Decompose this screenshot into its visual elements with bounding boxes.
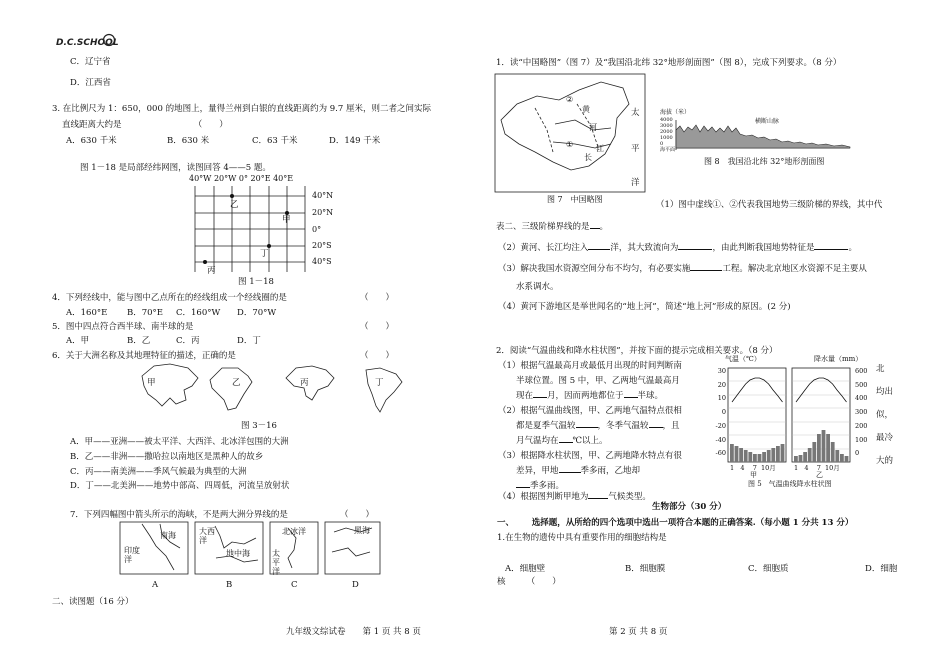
biology-title: 生物部分（30 分） — [652, 502, 727, 512]
fig8-caption: 图 8 我国沿北纬 32°地形剖面图 — [704, 157, 825, 166]
right-footer: 第 2 页 共 8 页 — [609, 627, 668, 637]
strait-label-nanhai: 南海 — [160, 531, 176, 540]
q6-opt-a: A．甲——亚洲——被太平洋、大西洋、北冰洋包围的大洲 — [70, 437, 289, 447]
continent-label-yi: 乙 — [232, 378, 241, 388]
grid-label-20n: 20°N — [312, 208, 334, 217]
grid-label-40s: 40°S — [312, 257, 332, 266]
climate-rain-label: 降水量（mm） — [814, 355, 863, 363]
q4-opt-b: B．70°E — [127, 308, 164, 318]
climate-x-labels-jia: 1 4 7 10月 — [730, 464, 776, 472]
logo-text: D.C.SCHOOL — [56, 38, 119, 48]
q1-2: （2）黄河、长江均注入 洋，其大致流向为 ，由此判断我国地势特征是 。 — [498, 243, 857, 253]
continent-label-jia: 甲 — [147, 378, 156, 388]
terrain-profile — [676, 120, 852, 152]
china-label-jiang: 江 — [596, 144, 604, 153]
profile-ylabel: 海拔（米） — [660, 109, 691, 116]
climate-temp-ticks — [712, 365, 726, 461]
q3-opt-a: A．630 千米 — [66, 136, 117, 146]
q2-1-line2: 半球位置。图 5 中，甲、乙两地气温最高月 — [516, 376, 680, 386]
biology-q1-opt-c: C．细胞质 — [748, 564, 789, 574]
strait-maps — [120, 522, 380, 578]
climate-x-labels-yi: 1 4 7 10月 — [794, 464, 840, 472]
china-label-2: ② — [566, 95, 574, 104]
rain-tick: 200 — [855, 421, 868, 430]
continent-samerica-outline — [366, 368, 402, 412]
option-c: C．辽宁省 — [70, 57, 111, 67]
rain-tick: 100 — [855, 435, 868, 444]
strait-letter-b: B — [226, 580, 233, 590]
profile-tick: 0 — [660, 141, 664, 147]
q3-opt-b: B．630 米 — [167, 136, 210, 146]
profile-tick: 海平面 — [660, 147, 676, 153]
continent-africa-outline — [210, 368, 252, 410]
q7-text: 7．下列四幅图中箭头所示的海峡，不是两大洲分界线的是 — [70, 510, 288, 520]
q3-text: 3. 在比例尺为 1：650，000 的地图上，量得兰州到白银的直线距离约为 9.7 厘米，则二者之间实际 — [52, 104, 431, 114]
q6-opt-b: B．乙——非洲——撒哈拉以南地区是黑种人的故乡 — [70, 452, 264, 462]
china-label-ping: 平 — [631, 144, 640, 154]
biology-q1-opt-a: A．细胞壁 — [505, 564, 546, 574]
side-text-line: 似， — [876, 410, 894, 420]
q2-3-line2: 差异，甲地 季多雨，乙地却 — [516, 466, 641, 476]
side-text-line: 最冷 — [876, 433, 894, 443]
q1-3-line2: 水系调水。 — [516, 282, 559, 292]
temp-tick: -40 — [715, 435, 726, 444]
strait-label-atlantic: 大西洋 — [199, 527, 215, 545]
strait-label-blacksea: 黑海 — [354, 526, 370, 535]
q5-text: 5．图中四点符合西半球、南半球的是 — [52, 322, 194, 332]
rain-tick: 400 — [855, 394, 868, 403]
q1-1-line2: 表二、三级阶梯界线的是 。 — [496, 222, 609, 232]
profile-ticks — [660, 117, 675, 153]
temp-tick: 10 — [717, 394, 726, 403]
q2-1-line3: 现在 月，因而两地都位于 半球。 — [516, 391, 664, 401]
grid-label-0: 0° — [312, 225, 322, 234]
grid-point-jia: 甲 — [282, 215, 291, 225]
q2-2-line3: 月气温均在 ℃以上。 — [516, 436, 608, 446]
school-logo — [56, 34, 130, 48]
q4-paren: （ ） — [360, 293, 395, 303]
profile-tick: 4000 — [660, 117, 673, 123]
q4-opt-a: A．160°E — [66, 308, 108, 318]
climate-temp-label: 气温（℃） — [725, 355, 761, 363]
q5-opt-a: A．甲 — [66, 336, 90, 346]
strait-label-indian: 印度洋 — [124, 546, 140, 564]
strait-letter-c: C — [291, 580, 298, 590]
q2-2-line2: 都是夏季气温较 ，冬季气温较 ，且 — [516, 421, 680, 431]
grid-point-bing: 丙 — [207, 266, 216, 276]
q3-opt-c: C．63 千米 — [252, 136, 298, 146]
china-label-tai: 太 — [631, 108, 640, 118]
rain-tick: 0 — [855, 449, 860, 458]
q2-title: 2．阅读“气温曲线和降水柱状图”，并按下面的提示完成相关要求。（8 分） — [496, 346, 778, 356]
q2-1-line1: （1）根据气温最高月或最低月出现的时间判断南 — [498, 361, 682, 371]
side-text — [876, 358, 893, 473]
q3-opt-d: D．149 千米 — [329, 136, 381, 146]
q6-opt-d: D．丁——北美洲——地势中部高、四周低，河流呈放射状 — [70, 481, 290, 491]
temp-tick: -20 — [715, 421, 726, 430]
fig7-caption: 图 7 中国略图 — [547, 195, 603, 204]
profile-tick: 2000 — [660, 129, 673, 135]
grid-point-ding: 丁 — [260, 249, 269, 259]
biology-section: 一、 选择题，从所给的四个选项中选出一项符合本题的正确答案.（每小题 1 分共 13 分） — [497, 518, 854, 528]
profile-tick: 1000 — [660, 135, 673, 141]
q2-3-line3: 季多雨。 — [516, 479, 564, 491]
q3-text-2: 直线距离大约是 （ ） — [62, 120, 228, 130]
grid-intro: 图 1－18 是局部经纬网图，读图回答 4——5 题。 — [80, 163, 271, 173]
q1-3-line1: （3）解决我国水资源空间分布不均匀，有必要实施 工程。解决北京地区水资源不足主要从 — [498, 264, 867, 274]
grid-caption: 图 1－18 — [238, 277, 274, 287]
grid-point-yi: 乙 — [230, 200, 239, 210]
q6-opt-c: C．丙——南美洲——季风气候最为典型的大洲 — [70, 467, 247, 477]
q6-text: 6．关于大洲名称及其地理特征的描述，正确的是 — [52, 351, 236, 361]
q6-paren: （ ） — [360, 351, 395, 361]
side-text-line: 大的 — [876, 456, 894, 466]
temp-tick: 30 — [717, 367, 726, 375]
grid-label-40n: 40°N — [312, 191, 334, 200]
strait-label-arctic: 北冰洋 — [282, 527, 306, 536]
temp-tick: 20 — [717, 380, 726, 389]
rain-tick: 300 — [855, 408, 868, 417]
side-text-line: 均出 — [876, 387, 894, 397]
china-label-yellow: 黄 — [582, 105, 590, 114]
climate-place-jia: 甲 — [750, 471, 757, 479]
side-text-line: 北 — [876, 364, 885, 374]
logo-mark — [56, 34, 130, 48]
grid-label-20s: 20°S — [312, 241, 332, 250]
temp-tick: 0 — [721, 408, 726, 417]
left-footer: 九年级文综试卷 第 1 页 共 8 页 — [286, 627, 421, 637]
q1-title: 1．读“中国略图”（图 7）及“我国沿北纬 32°地形剖面图”（图 8），完成下列要求。（8 分） — [496, 58, 842, 68]
continent-namerica-outline — [286, 366, 334, 400]
biology-q1: 1.在生物的遗传中具有重要作用的细胞结构是 — [497, 533, 667, 543]
strait-label-med: 地中海 — [226, 549, 250, 558]
continent-outlines — [140, 360, 410, 416]
profile-note: 横断山脉 — [755, 118, 780, 125]
q4-opt-c: C．160°W — [176, 308, 221, 318]
strait-label-pacific: 太平洋 — [272, 549, 280, 576]
rain-tick: 600 — [855, 367, 868, 375]
continent-caption: 图 3－16 — [241, 421, 277, 431]
biology-q1-opt-d: D．细胞 — [865, 564, 898, 574]
continent-label-bing: 丙 — [300, 378, 309, 388]
strait-letter-d: D — [352, 580, 359, 590]
option-d: D．江西省 — [70, 78, 111, 88]
q4-opt-d: D．70°W — [237, 308, 277, 318]
q2-3-line1: （3）根据降水柱状图，甲、乙两地降水特点有很 — [498, 451, 682, 461]
china-label-river: 河 — [589, 123, 597, 132]
q5-opt-b: B．乙 — [127, 336, 151, 346]
continent-label-ding: 丁 — [375, 378, 384, 388]
china-label-long: 长 — [584, 153, 592, 162]
profile-tick: 3000 — [660, 123, 673, 129]
q5-opt-c: C．丙 — [176, 336, 200, 346]
q1-1-line1: （1）图中虚线①、②代表我国地势三级阶梯的界线，其中代 — [656, 200, 883, 210]
china-map — [495, 74, 645, 192]
q2-4: （4）根据图判断甲地为 气候类型。 — [498, 492, 651, 502]
fig5-caption: 图 5 气温曲线降水柱状图 — [748, 480, 832, 488]
q5-paren: （ ） — [360, 322, 395, 332]
strait-letter-a: A — [152, 580, 159, 590]
china-label-1: ① — [566, 140, 574, 149]
q5-opt-d: D．丁 — [237, 336, 261, 346]
biology-q1-tail: 核 （ ） — [497, 577, 561, 587]
climate-place-yi: 乙 — [816, 471, 823, 479]
climate-charts — [728, 368, 854, 464]
rain-tick: 500 — [855, 380, 868, 389]
q4-text: 4．下列经线中，能与图中乙点所在的经线组成一个经线圈的是 — [52, 293, 287, 303]
grid-top-labels: 40°W 20°W 0° 20°E 40°E — [189, 174, 294, 183]
q7-paren: （ ） — [340, 510, 375, 520]
section-2-title: 二、读图题（16 分） — [52, 597, 134, 607]
climate-rain-ticks — [855, 365, 867, 461]
q2-2-line1: （2）根据气温曲线图，甲、乙两地气温特点很相 — [498, 406, 682, 416]
china-label-yang: 洋 — [631, 178, 640, 188]
q1-4: （4）黄河下游地区是举世闻名的“地上河”，简述“地上河”形成的原因。(2 分) — [498, 302, 791, 312]
temp-tick: -60 — [715, 449, 726, 458]
biology-q1-opt-b: B．细胞膜 — [625, 564, 666, 574]
